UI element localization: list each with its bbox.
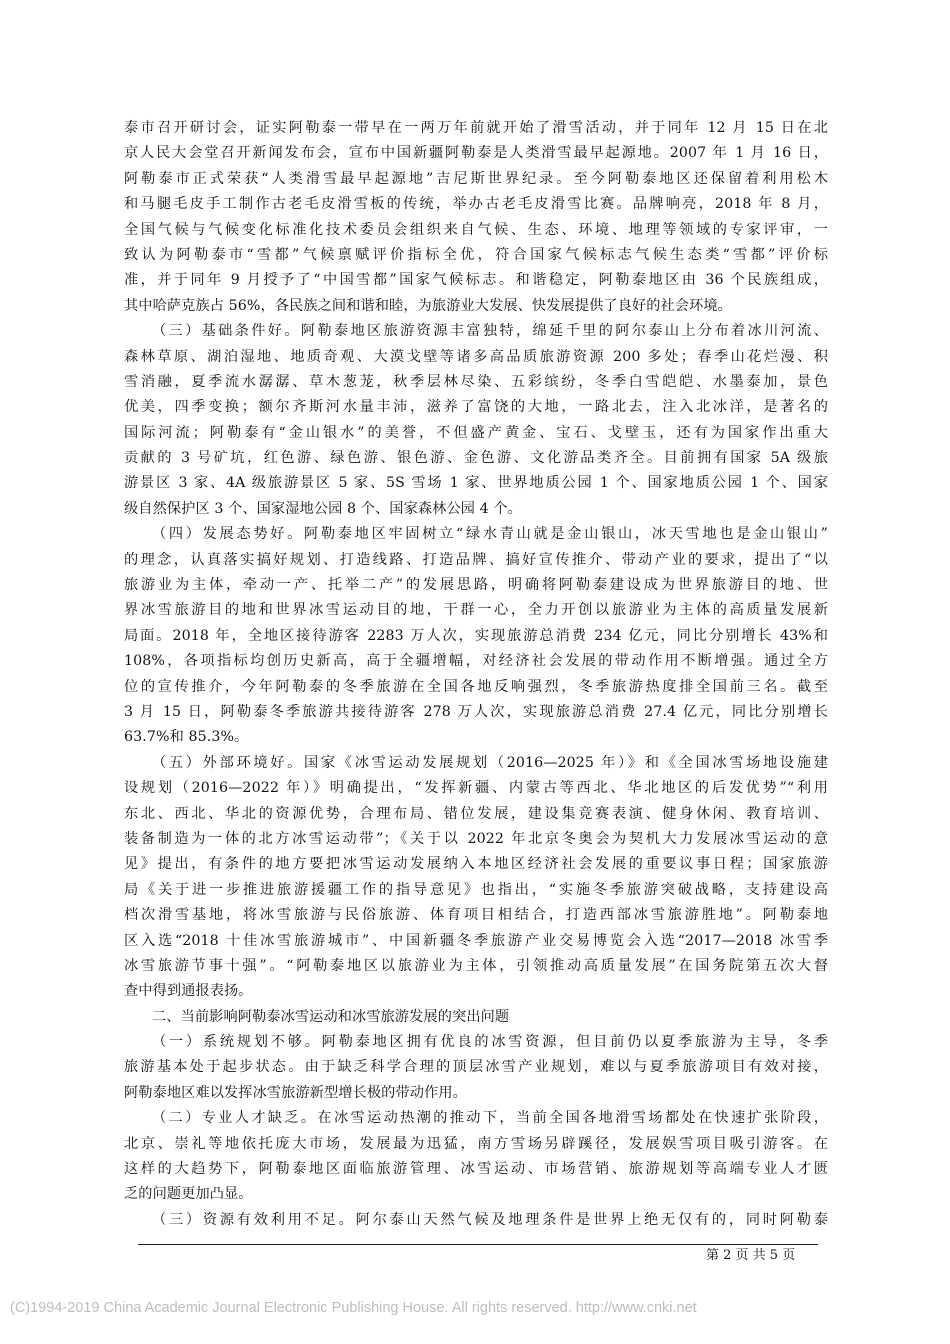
text-line: 旅游业为主体，牵动一产、托举二产”的发展思路，明确将阿勒泰建设成为世界旅游目的地、世 bbox=[124, 577, 828, 594]
text-line: 3 月 15 日，阿勒泰冬季旅游共接待游客 278 万人次，实现旅游总消费 27.4 亿元，同比分别增长 bbox=[124, 703, 828, 720]
article-body bbox=[124, 116, 828, 1233]
section-heading-line: （三）资源有效利用不足。阿尔泰山天然气候及地理条件是世界上绝无仅有的，同时阿勒泰 bbox=[152, 1211, 828, 1228]
section-heading-line: （一）系统规划不够。阿勒泰地区拥有优良的冰雪资源，但目前仍以夏季旅游为主导，冬季 bbox=[152, 1034, 828, 1051]
chapter-heading: 二、当前影响阿勒泰冰雪运动和冰雪旅游发展的突出问题 bbox=[152, 1008, 510, 1025]
section-heading-line: （三）基础条件好。阿勒泰地区旅游资源丰富独特，绵延千里的阿尔泰山上分布着冰川河流、 bbox=[152, 323, 828, 340]
text-line: 阿勒泰市正式荣获“人类滑雪最早起源地”吉尼斯世界纪录。至今阿勒泰地区还保留着利用松木 bbox=[124, 170, 828, 187]
text-line: 见》提出，有条件的地方要把冰雪运动发展纳入本地区经济社会发展的重要议事日程；国家旅游 bbox=[124, 856, 828, 873]
text-line: 雪消融，夏季流水潺潺、草木葱茏，秋季层林尽染、五彩缤纷，冬季白雪皑皑、水墨泰加，景色 bbox=[124, 373, 828, 390]
text-line: 游景区 3 家、4A 级旅游景区 5 家、5S 雪场 1 家、世界地质公园 1 个、国家地质公园 1 个、国家 bbox=[124, 475, 828, 492]
text-line: 的理念，认真落实搞好规划、打造线路、打造品牌、搞好宣传推介、带动产业的要求，提出了“以 bbox=[124, 551, 828, 568]
text-line: 装备制造为一体的北方冰雪运动带”；《关于以 2022 年北京冬奥会为契机大力发展冰雪运动的意 bbox=[124, 830, 828, 847]
text-line: 冰雪旅游节事十强”。“阿勒泰地区以旅游业为主体，引领推动高质量发展”在国务院第五次大督 bbox=[124, 957, 828, 974]
section-heading-line: （二）专业人才缺乏。在冰雪运动热潮的推动下，当前全国各地滑雪场都处在快速扩张阶段， bbox=[152, 1110, 828, 1127]
text-line: 贡献的 3 号矿坑，红色游、绿色游、银色游、金色游、文化游品类齐全。目前拥有国家 5A 级旅 bbox=[124, 450, 828, 467]
text-line: 档次滑雪基地，将冰雪旅游与民俗旅游、体育项目相结合，打造西部冰雪旅游胜地”。阿勒泰地 bbox=[124, 907, 828, 924]
text-line: 其中哈萨克族占 56%，各民族之间和谐和睦，为旅游业大发展、快发展提供了良好的社会环境。 bbox=[124, 297, 732, 314]
text-line: 森林草原、湖泊湿地、地质奇观、大漠戈壁等诸多高品质旅游资源 200 多处；春季山花烂漫、积 bbox=[124, 348, 828, 365]
text-line: 这样的大趋势下，阿勒泰地区面临旅游管理、冰雪运动、市场营销、旅游规划等高端专业人才匮 bbox=[124, 1161, 828, 1178]
text-line: 阿勒泰地区难以发挥冰雪旅游新型增长极的带动作用。 bbox=[124, 1084, 467, 1101]
text-line: 区入选“2018 十佳冰雪旅游城市”、中国新疆冬季旅游产业交易博览会入选“2017—2018 冰雪季 bbox=[124, 932, 828, 949]
text-line: 位的宣传推介，今年阿勒泰的冬季旅游在全国各地反响强烈，冬季旅游热度排全国前三名。截至 bbox=[124, 678, 828, 695]
section-heading-line: （四）发展态势好。阿勒泰地区牢固树立“绿水青山就是金山银山，冰天雪地也是金山银山” bbox=[152, 526, 828, 543]
text-line: 局《关于进一步推进旅游援疆工作的指导意见》也指出，“实施冬季旅游突破战略，支持建设高 bbox=[124, 881, 828, 898]
text-line: 局面。2018 年，全地区接待游客 2283 万人次，实现旅游总消费 234 亿元，同比分别增长 43%和 bbox=[124, 627, 828, 644]
text-line: 界冰雪旅游目的地和世界冰雪运动目的地，干群一心，全力开创以旅游业为主体的高质量发展新 bbox=[124, 602, 828, 619]
copyright-notice: (C)1994-2019 China Academic Journal Electronic Publishing House. All rights reserved. http://www.cnki.net bbox=[10, 1300, 697, 1316]
footer-divider bbox=[138, 1244, 818, 1245]
text-line: 准，并于同年 9 月授予了“中国雪都”国家气候标志。和谐稳定，阿勒泰地区由 36 个民族组成， bbox=[124, 272, 828, 289]
text-line: 东北、西北、华北的资源优势，合理布局、错位发展，建设集竞赛表演、健身休闲、教育培训、 bbox=[124, 805, 828, 822]
text-line: 泰市召开研讨会，证实阿勒泰一带早在一两万年前就开始了滑雪活动，并于同年 12 月 15 日在北 bbox=[124, 120, 828, 136]
text-line: 设规划（2016—2022 年）》明确提出，“发挥新疆、内蒙古等西北、华北地区的后发优势”“利用 bbox=[124, 780, 828, 797]
section-heading-line: （五）外部环境好。国家《冰雪运动发展规划（2016—2025 年）》和《全国冰雪场地设施建 bbox=[152, 754, 828, 771]
text-line: 108%，各项指标均创历史新高，高于全疆增幅，对经济社会发展的带动作用不断增强。通过全方 bbox=[124, 653, 828, 670]
text-line: 旅游基本处于起步状态。由于缺乏科学合理的顶层冰雪产业规划，难以与夏季旅游项目有效对接， bbox=[124, 1059, 828, 1076]
text-line: 级自然保护区 3 个、国家湿地公园 8 个、国家森林公园 4 个。 bbox=[124, 500, 522, 517]
page-number: 第 2 页 共 5 页 bbox=[706, 1248, 796, 1263]
text-line: 和马腿毛皮手工制作古老毛皮滑雪板的传统，举办古老毛皮滑雪比赛。品牌响亮，2018 年 8 月， bbox=[124, 196, 828, 213]
text-line: 全国气候与气候变化标准化技术委员会组织来自气候、生态、环境、地理等领域的专家评审，一 bbox=[124, 221, 828, 238]
text-line: 致认为阿勒泰市“雪都”气候禀赋评价指标全优，符合国家气候标志气候生态类“雪都”评价标 bbox=[124, 246, 828, 263]
text-line: 63.7%和 85.3%。 bbox=[124, 729, 249, 746]
text-line: 国际河流；阿勒泰有“金山银水”的美誉，不但盛产黄金、宝石、戈壁玉，还有为国家作出重大 bbox=[124, 424, 828, 441]
text-line: 乏的问题更加凸显。 bbox=[124, 1186, 253, 1203]
text-line: 京人民大会堂召开新闻发布会，宣布中国新疆阿勒泰是人类滑雪最早起源地。2007 年 1 月 16 日， bbox=[124, 145, 828, 162]
text-line: 北京、崇礼等地依托庞大市场，发展最为迅猛，南方雪场另辟蹊径，发展娱雪项目吸引游客。在 bbox=[124, 1135, 828, 1152]
text-line: 查中得到通报表扬。 bbox=[124, 983, 253, 1000]
text-line: 优美，四季变换；额尔齐斯河水量丰沛，滋养了富饶的大地，一路北去，注入北冰洋，是著名的 bbox=[124, 399, 828, 416]
